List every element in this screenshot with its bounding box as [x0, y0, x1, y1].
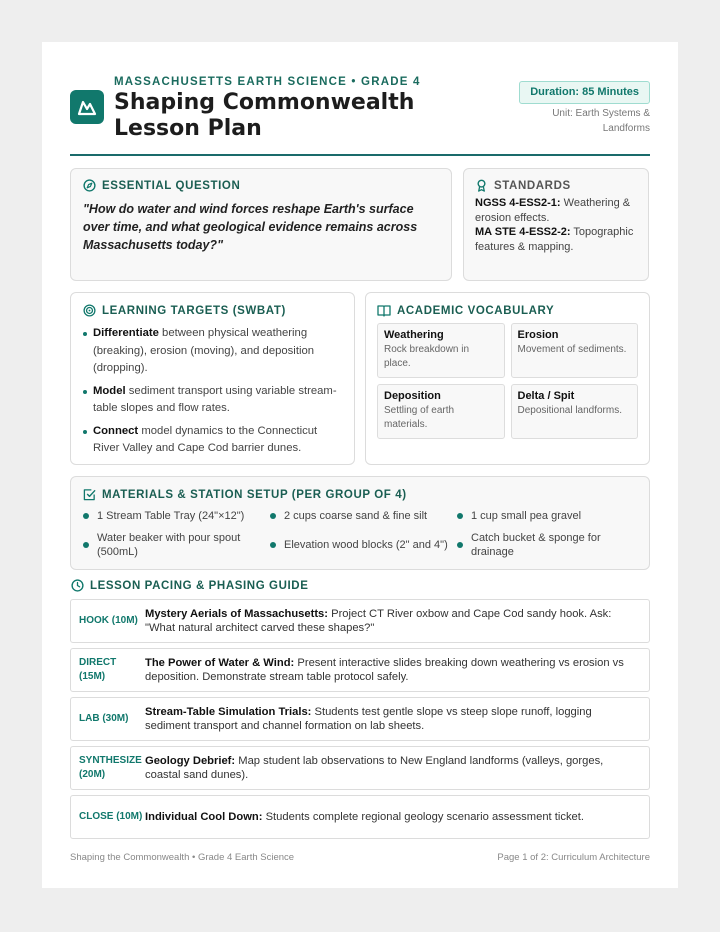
mountain-logo-icon	[70, 90, 104, 124]
vocab-term: Delta / Spit	[517, 390, 575, 402]
page-footer	[70, 852, 650, 863]
list-item	[83, 423, 342, 458]
standard-item	[475, 196, 637, 225]
materials-grid	[83, 507, 637, 559]
duration-badge: Duration: 85 Minutes	[519, 81, 650, 104]
page-title: Shaping Commonwealth Lesson Plan	[114, 90, 415, 141]
vocab-definition: Rock breakdown in place.	[384, 344, 470, 369]
vocab-term-card	[377, 384, 505, 439]
phase-description	[145, 810, 602, 825]
list-item: 2 cups coarse sand & fine silt	[270, 507, 457, 525]
clock-icon	[71, 579, 84, 592]
standard-text: Weathering & erosion effects.	[475, 197, 631, 224]
phase-label: LAB (30M)	[79, 713, 129, 724]
vocabulary-grid	[377, 323, 638, 439]
materials-heading	[83, 488, 637, 501]
award-icon	[475, 179, 488, 192]
list-item: 1 cup small pea gravel	[457, 507, 644, 525]
standards-heading	[475, 179, 637, 192]
phase-text: Project CT River oxbow and Cape Cod sandy hook. Ask: "What natural architect carved these shapes?"	[145, 607, 612, 634]
phase-text: Present interactive slides breaking down weathering vs erosion vs deposition. Demonstrate stream table protocol safely.	[145, 656, 624, 683]
standards-list	[475, 196, 637, 254]
target-text: between physical weathering (breaking), erosion (moving), and deposition (dropping).	[93, 327, 315, 374]
phase-text: Map student lab observations to New England landforms (valleys, gorges, coastal sand dunes).	[145, 754, 604, 781]
vocab-term: Weathering	[384, 329, 444, 341]
phase-description	[145, 607, 649, 636]
target-verb: Connect	[93, 424, 139, 437]
phase-description	[145, 656, 649, 685]
standard-code: NGSS 4-ESS2-1:	[475, 197, 561, 209]
list-item	[83, 383, 342, 418]
essential-question-text: "How do water and wind forces reshape Earth's surface over time, and what geological evidence remains across Massachusetts today?"	[83, 202, 418, 252]
pacing-section	[70, 579, 650, 823]
unit-label: Unit: Earth Systems & Landforms	[552, 108, 650, 134]
learning-targets-title: LEARNING TARGETS (SWBAT)	[102, 304, 286, 317]
target-icon	[83, 304, 96, 317]
learning-targets-card	[70, 292, 355, 465]
learning-targets-list	[83, 325, 342, 458]
list-item: Catch bucket & sponge for drainage	[457, 531, 644, 559]
standard-text: Topographic features & mapping.	[475, 226, 634, 253]
pacing-heading	[70, 579, 650, 592]
target-verb: Model	[93, 384, 126, 397]
vocabulary-title: ACADEMIC VOCABULARY	[397, 304, 555, 317]
target-verb: Differentiate	[93, 327, 159, 339]
learning-targets-heading	[83, 304, 342, 317]
phase-title: Stream-Table Simulation Trials:	[145, 705, 312, 718]
lesson-plan-page	[42, 42, 678, 888]
essential-question-heading	[83, 179, 439, 192]
materials-title: MATERIALS & STATION SETUP (PER GROUP OF 4)	[102, 488, 407, 501]
vocab-term-card	[511, 384, 639, 439]
standards-title: STANDARDS	[494, 179, 571, 192]
checkbox-icon	[83, 488, 96, 501]
table-row	[70, 795, 650, 839]
book-icon	[377, 304, 391, 317]
essential-question-card	[70, 168, 452, 281]
vocab-term-card	[377, 323, 505, 378]
vocab-definition: Movement of sediments.	[517, 344, 627, 355]
vocab-definition: Settling of earth materials.	[384, 405, 455, 430]
phase-title: Individual Cool Down:	[145, 810, 263, 823]
target-text: sediment transport using variable stream-table slopes and flow rates.	[93, 384, 337, 414]
phase-text: Students complete regional geology scenario assessment ticket.	[262, 810, 584, 823]
table-row	[70, 648, 650, 692]
phase-label: CLOSE (10M)	[79, 811, 143, 822]
footer-page-label: Page 1 of 2: Curriculum Architecture	[497, 852, 650, 863]
phase-text: Students test gentle slope vs steep slope runoff, logging sediment transport and channel formation on lab sheets.	[145, 705, 592, 732]
phase-description	[145, 705, 649, 734]
materials-card	[70, 476, 650, 570]
vocab-term: Erosion	[517, 329, 559, 341]
table-row	[70, 697, 650, 741]
phase-title: The Power of Water & Wind:	[145, 656, 295, 669]
header-kicker: MASSACHUSETTS EARTH SCIENCE • GRADE 4	[114, 76, 421, 88]
standard-code: MA STE 4-ESS2-2:	[475, 226, 571, 238]
footer-left: Shaping the Commonwealth • Grade 4 Earth Science	[70, 852, 295, 863]
standards-card	[463, 168, 649, 281]
phase-title: Mystery Aerials of Massachusetts:	[145, 607, 329, 620]
vocab-term: Deposition	[384, 390, 441, 402]
vocabulary-card	[365, 292, 650, 465]
list-item: Elevation wood blocks (2" and 4")	[270, 531, 457, 559]
target-text: model dynamics to the Connecticut River Valley and Cape Cod barrier dunes.	[93, 424, 318, 454]
phase-description	[145, 754, 649, 783]
compass-icon	[83, 179, 96, 192]
phase-label: SYNTHESIZE (20M)	[79, 755, 142, 780]
list-item: Water beaker with pour spout (500mL)	[83, 531, 270, 559]
vocab-definition: Depositional landforms.	[517, 405, 622, 416]
table-row	[70, 746, 650, 790]
vocab-term-card	[511, 323, 639, 378]
list-item	[83, 325, 342, 378]
table-row	[70, 599, 650, 643]
vocabulary-heading	[377, 304, 638, 317]
phase-label: HOOK (10M)	[79, 615, 138, 626]
essential-question-title: ESSENTIAL QUESTION	[102, 179, 241, 192]
phase-label: DIRECT (15M)	[79, 657, 117, 682]
header	[70, 42, 650, 156]
phase-title: Geology Debrief:	[145, 754, 236, 767]
pacing-title: LESSON PACING & PHASING GUIDE	[90, 579, 309, 592]
list-item: 1 Stream Table Tray (24"×12")	[83, 507, 270, 525]
standard-item	[475, 225, 637, 254]
